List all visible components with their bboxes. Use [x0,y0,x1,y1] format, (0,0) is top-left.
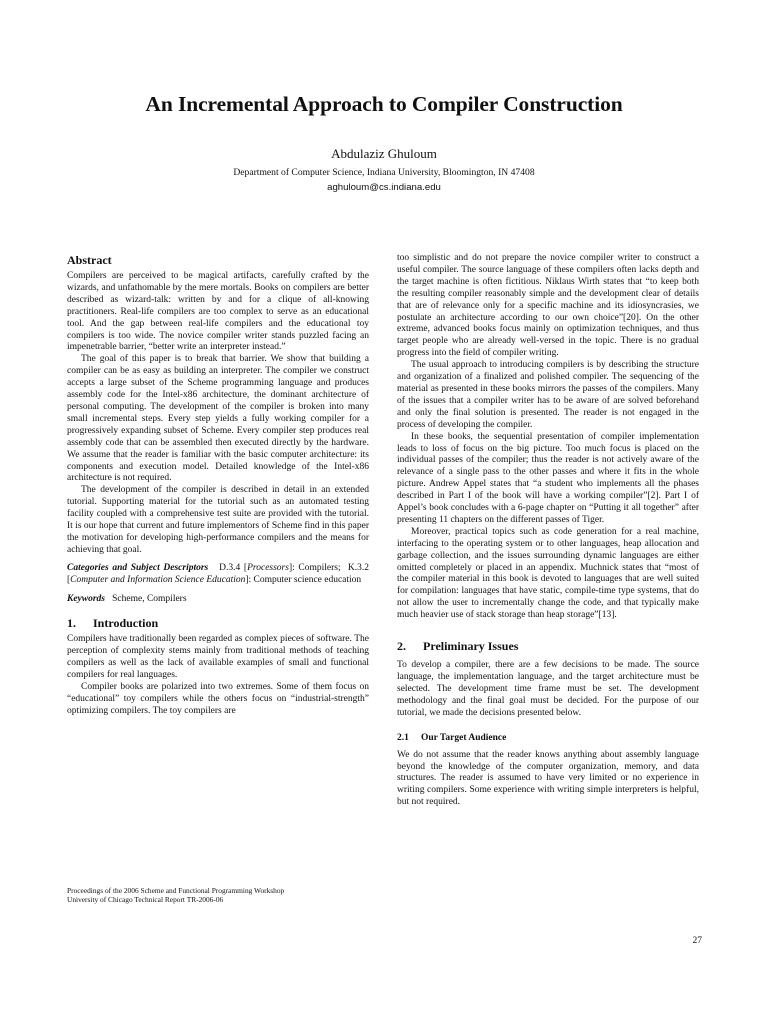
preliminary-number: 2. [397,639,406,654]
right-paragraph-4: Moreover, practical topics such as code generation for a real machine, interfacing to the operating system or to other languages, heap allocation and garbage collection, and the issues surrounding dynamic languages are either omitted completely or placed in an appendix. Muchnick states that “most of the compiler material in this book is devoted to languages that are well suited for compilation: languages that have static, compile-time type systems, that do not allow the user to incrementally change the code, and that typically make much heavier use of stack storage than heap storage”[13]. [397,526,699,621]
categories-label: Categories and Subject Descriptors [67,562,209,573]
introduction-paragraph-1: Compilers have traditionally been regarded as complex pieces of software. The perception of complexity stems mainly from traditional methods of teaching compilers as well as the lack of available examples of small and functional compilers for real languages. [67,634,369,681]
keywords-line [67,594,369,606]
right-paragraph-2: The usual approach to introducing compilers is by describing the structure and organization of a finalized and polished compiler. The sequencing of the material as presented in these books mirrors the passes of the compilers. Many of the issues that a compiler writer has to be aware of are solved beforehand and only the final solution is presented. The reader is not engaged in the process of developing the compiler. [397,360,699,430]
author-name: Abdulaziz Ghuloum [331,146,437,161]
introduction-title: Introduction [93,616,159,631]
proceedings-footnote [67,886,377,905]
target-audience-number: 2.1 [397,732,409,743]
keywords-label: Keywords [67,593,105,604]
introduction-heading [67,616,369,630]
keywords-text: Scheme, Compilers [112,593,187,604]
abstract-paragraph-1: Compilers are perceived to be magical artifacts, carefully crafted by the wizards, and unfathomable by the mere mortals. Books on compilers are better described as wizard-talk: written by and for a clique of all-knowing practitioners. Real-life compilers are too complex to serve as an educational tool. And the gap between real-life compilers and the educational toy compilers is too wide. The novice compiler writer stands puzzled facing an impenetrable barrier, “better write an interpreter instead.” [67,271,369,353]
abstract-paragraph-3: The development of the compiler is described in detail in an extended tutorial. Supporting material for the tutorial such as an automated testing facility coupled with a comprehensive test suite are provided with the tutorial. It is our hope that current and future implementors of Scheme find in this paper the motivation for developing high-performance compilers and the means for achieving that goal. [67,485,369,555]
target-audience-title: Our Target Audience [421,732,507,743]
abstract-paragraph-2: The goal of this paper is to break that barrier. We show that building a compiler can be as easy as building an interpreter. The compiler we construct accepts a large subset of the Scheme programming language and produces assembly code for the Intel-x86 architecture, the dominant architecture of personal computing. The development of the compiler is broken into many small incremental steps. Every step yields a fully working compiler for a progressively expanding subset of Scheme. Every compiler step produces real assembly code that can be assembled then executed directly by the hardware. We assume that the reader is familiar with the basic computer architecture: its components and execution model. Detailed knowledge of the Intel-x86 architecture is not required. [67,354,369,484]
category-1-code: D.3.4 [ [219,562,248,573]
introduction-paragraph-2: Compiler books are polarized into two extremes. Some of them focus on “educational” toy compilers while the others focus on “industrial-strength” optimizing compilers. The toy compilers are [67,682,369,716]
introduction-number: 1. [67,616,76,631]
left-column [67,253,369,718]
author-email: aghuloum@cs.indiana.edu [327,182,441,193]
right-paragraph-3: In these books, the sequential presentation of compiler implementation leads to loss of focus on the big picture. Too much focus is placed on the individual passes of the compiler; thus the reader is not actively aware of the relevance of a single pass to the other passes and where it fits in the whole picture. Andrew Appel states that “a student who implements all the phases described in Part I of the book will have a working compiler”[2]. Part I of Appel’s book concludes with a 6-page chapter on “Putting it all together” after presenting 11 chapters on the different passes of Tiger. [397,431,699,525]
category-2-name: Computer and Information Science Education [70,574,246,585]
paper-title: An Incremental Approach to Compiler Construction [145,92,623,116]
categories-descriptors [67,563,369,587]
preliminary-heading [397,639,699,653]
footnote-line-1: Proceedings of the 2006 Scheme and Functional Programming Workshop [67,886,285,895]
category-1-rest: ]: Compilers; [288,562,341,573]
target-audience-heading [397,732,699,744]
category-2-code: K.3.2 [ [67,562,369,585]
right-column [397,253,699,809]
target-audience-paragraph-1: We do not assume that the reader knows anything about assembly language beyond the knowledge of the computer organization, memory, and data structures. The reader is assumed to have very limited or no experience in writing compilers. Some experience with writing simple interpreters is helpful, but not required. [397,749,699,808]
category-2-rest: ]: Computer science education [245,574,362,585]
preliminary-paragraph-1: To develop a compiler, there are a few decisions to be made. The source language, the implementation language, and the target architecture must be selected. The development time frame must be set. The development methodology and the final goal must be decided. For the purpose of our tutorial, we made the decisions presented below. [397,660,699,718]
footnote-line-2: University of Chicago Technical Report TR-2006-06 [67,895,224,905]
page-number: 27 [692,936,702,946]
author-affiliation: Department of Computer Science, Indiana University, Bloomington, IN 47408 [233,167,535,178]
abstract-heading: Abstract [67,253,112,267]
category-1-name: Processors [247,562,289,573]
right-paragraph-1: too simplistic and do not prepare the novice compiler writer to construct a useful compiler. The source language of these compilers often lacks depth and the target machine is often fictitious. Niklaus Wirth states that “to keep both the resulting compiler reasonably simple and the development clear of details that are of relevance only for a specific machine and its idiosyncrasies, we postulate an architecture according to our own choice”[20]. On the other extreme, advanced books focus mainly on optimization techniques, and thus target people who are already well-versed in the topic. There is no gradual progress into the field of compiler writing. [397,253,699,359]
preliminary-title: Preliminary Issues [423,639,519,654]
